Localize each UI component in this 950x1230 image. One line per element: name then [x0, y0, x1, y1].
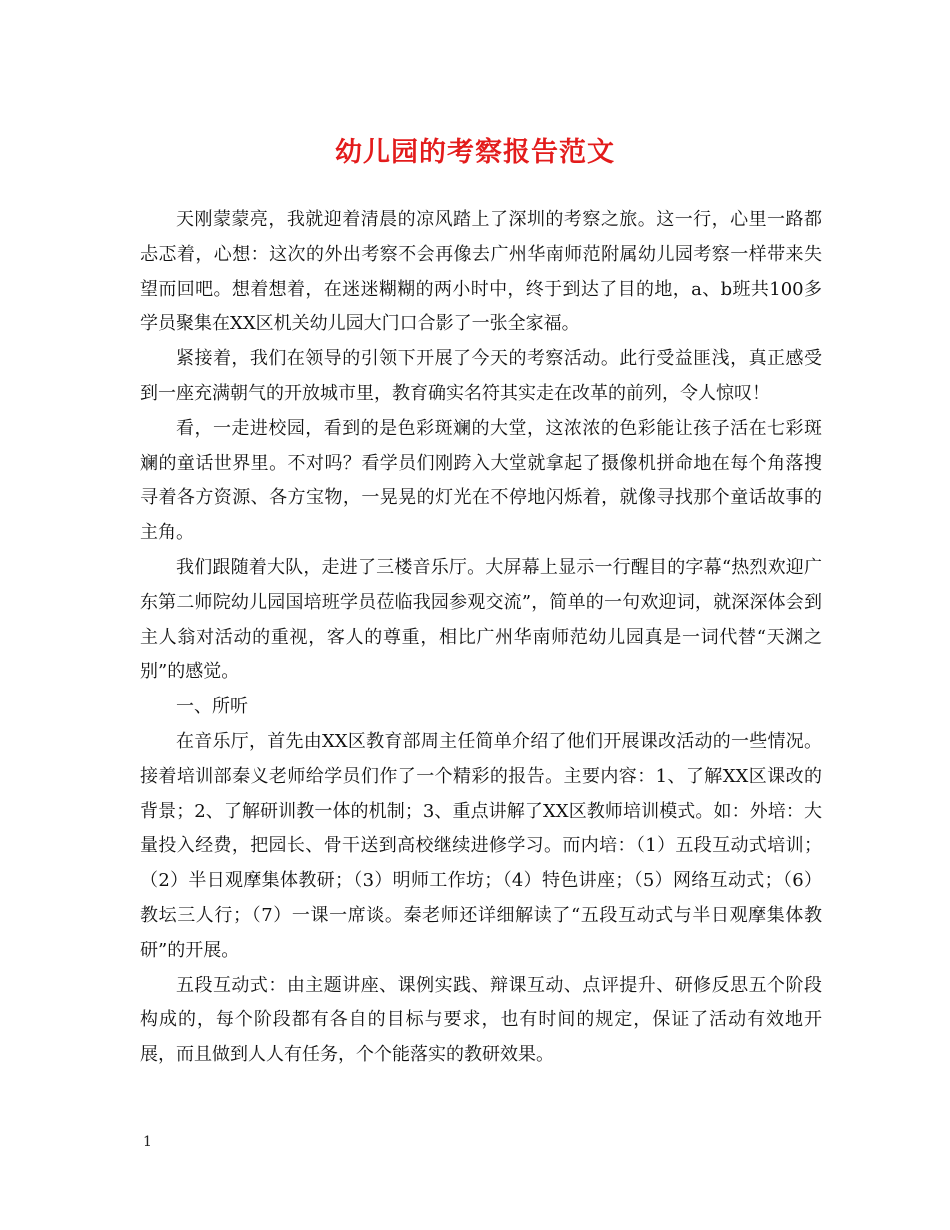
- paragraph-5: 在音乐厅，首先由XX区教育部周主任简单介绍了他们开展课改活动的一些情况。接着培训部秦义老师给学员们作了一个精彩的报告。主要内容：1、了解XX区课改的背景；2、了解研训教一体的机制；3、重点讲解了XX区教师培训模式。如：外培：大量投入经费，把园长、骨干送到高校继续进修学习。而内培：（1）五段互动式培训；（2）半日观摩集体教研；（3）明师工作坊；（4）特色讲座；（5）网络互动式；（6）教坛三人行；（7）一课一席谈。秦老师还详细解读了“五段互动式与半日观摩集体教研”的开展。: [140, 730, 822, 961]
- paragraph-1: 天刚蒙蒙亮，我就迎着清晨的凉风踏上了深圳的考察之旅。这一行，心里一路都忐忑着，心想：这次的外出考察不会再像去广州华南师范附属幼儿园考察一样带来失望而回吧。想着想着，在迷迷糊糊的两小时中，终于到达了目的地，a、b班共100多学员聚集在XX区机关幼儿园大门口合影了一张全家福。: [140, 209, 822, 335]
- page-number: 1: [143, 1134, 152, 1150]
- paragraph-6: 五段互动式：由主题讲座、课例实践、辩课互动、点评提升、研修反思五个阶段构成的，每个阶段都有各自的目标与要求，也有时间的规定，保证了活动有效地开展，而且做到人人有任务，个个能落实的教研效果。: [140, 974, 822, 1066]
- section-heading-listening: 一、所听: [176, 696, 248, 718]
- paragraph-2: 紧接着，我们在领导的引领下开展了今天的考察活动。此行受益匪浅，真正感受到一座充满朝气的开放城市里，教育确实名符其实走在改革的前列，令人惊叹！: [140, 348, 822, 404]
- document-body: [140, 203, 822, 1073]
- document-title: 幼儿园的考察报告范文: [335, 137, 615, 168]
- paragraph-4: 我们跟随着大队，走进了三楼音乐厅。大屏幕上显示一行醒目的字幕“热烈欢迎广东第二师院幼儿园国培班学员莅临我园参观交流”，简单的一句欢迎词，就深深体会到主人翁对活动的重视，客人的尊重，相比广州华南师范幼儿园真是一词代替“天渊之别”的感觉。: [140, 556, 822, 683]
- paragraph-3: 看，一走进校园，看到的是色彩斑斓的大堂，这浓浓的色彩能让孩子活在七彩斑斓的童话世界里。不对吗？看学员们刚跨入大堂就拿起了摄像机拼命地在每个角落搜寻着各方资源、各方宝物，一晃晃的灯光在不停地闪烁着，就像寻找那个童话故事的主角。: [140, 417, 822, 544]
